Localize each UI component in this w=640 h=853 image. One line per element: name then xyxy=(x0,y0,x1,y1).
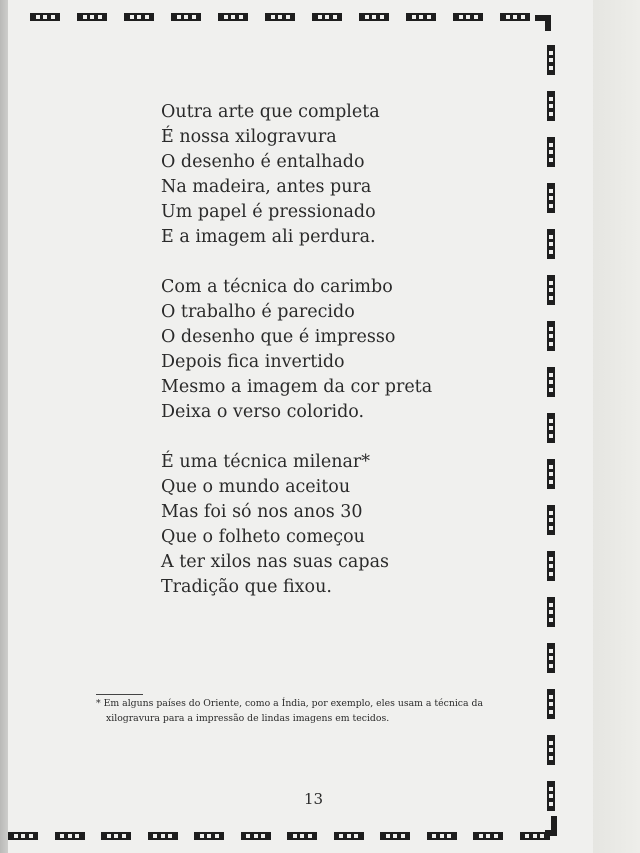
border-ornament xyxy=(171,13,201,21)
footnote-line: * Em alguns países do Oriente, como a Índia, por exemplo, eles usam a técnica da xyxy=(96,698,484,709)
verse-line: Que o mundo aceitou xyxy=(161,477,351,497)
border-corner xyxy=(545,816,557,836)
page-number: 13 xyxy=(304,790,324,808)
stanza xyxy=(161,100,432,250)
footnote xyxy=(96,696,516,726)
border-ornament xyxy=(265,13,295,21)
border-ornament xyxy=(473,832,503,840)
verse-line: Depois fica invertido xyxy=(161,352,345,372)
verse-line: Com a técnica do carimbo xyxy=(161,277,393,297)
verse-line: Tradição que fixou. xyxy=(161,577,332,597)
verse-line: Um papel é pressionado xyxy=(161,202,376,222)
verse-line: O trabalho é parecido xyxy=(161,302,355,322)
border-ornament xyxy=(547,275,555,305)
border-ornament xyxy=(453,13,483,21)
border-ornament xyxy=(101,832,131,840)
border-ornament xyxy=(547,91,555,121)
verse-line: É nossa xilogravura xyxy=(161,127,337,147)
border-ornament xyxy=(547,367,555,397)
border-ornament xyxy=(547,459,555,489)
border-ornament xyxy=(547,597,555,627)
border-ornament xyxy=(547,643,555,673)
border-ornament xyxy=(427,832,457,840)
border-ornament xyxy=(547,781,555,811)
border-ornament xyxy=(547,137,555,167)
border-ornament xyxy=(124,13,154,21)
border-ornament xyxy=(547,321,555,351)
stanza xyxy=(161,450,432,600)
border-ornament xyxy=(547,413,555,443)
border-corner xyxy=(535,15,551,31)
verse-line: Que o folheto começou xyxy=(161,527,365,547)
border-ornament xyxy=(547,735,555,765)
verse-line: Mas foi só nos anos 30 xyxy=(161,502,363,522)
footnote-divider xyxy=(96,694,143,695)
border-ornament xyxy=(406,13,436,21)
border-ornament xyxy=(547,505,555,535)
verse-line: O desenho é entalhado xyxy=(161,152,365,172)
border-ornament xyxy=(148,832,178,840)
border-ornament xyxy=(8,832,38,840)
verse-line: E a imagem ali perdura. xyxy=(161,227,376,247)
verse-line: A ter xilos nas suas capas xyxy=(161,552,389,572)
verse-line: Outra arte que completa xyxy=(161,102,380,122)
border-ornament xyxy=(547,551,555,581)
border-ornament xyxy=(241,832,271,840)
poem xyxy=(161,100,432,625)
border-ornament xyxy=(30,13,60,21)
border-ornament xyxy=(312,13,342,21)
book-page xyxy=(8,0,593,853)
stanza xyxy=(161,275,432,425)
border-ornament xyxy=(547,689,555,719)
border-ornament xyxy=(380,832,410,840)
verse-line: Na madeira, antes pura xyxy=(161,177,372,197)
border-ornament xyxy=(359,13,389,21)
border-ornament xyxy=(77,13,107,21)
border-ornament xyxy=(547,229,555,259)
border-ornament xyxy=(287,832,317,840)
border-ornament xyxy=(55,832,85,840)
border-ornament xyxy=(218,13,248,21)
border-ornament xyxy=(500,13,530,21)
border-ornament xyxy=(194,832,224,840)
border-ornament xyxy=(547,45,555,75)
verse-line: O desenho que é impresso xyxy=(161,327,396,347)
border-ornament xyxy=(547,183,555,213)
border-ornament xyxy=(334,832,364,840)
verse-line: Deixa o verso colorido. xyxy=(161,402,365,422)
verse-line: Mesmo a imagem da cor preta xyxy=(161,377,433,397)
footnote-line: xilogravura para a impressão de lindas imagens em tecidos. xyxy=(106,713,390,724)
verse-line: É uma técnica milenar* xyxy=(161,452,371,472)
